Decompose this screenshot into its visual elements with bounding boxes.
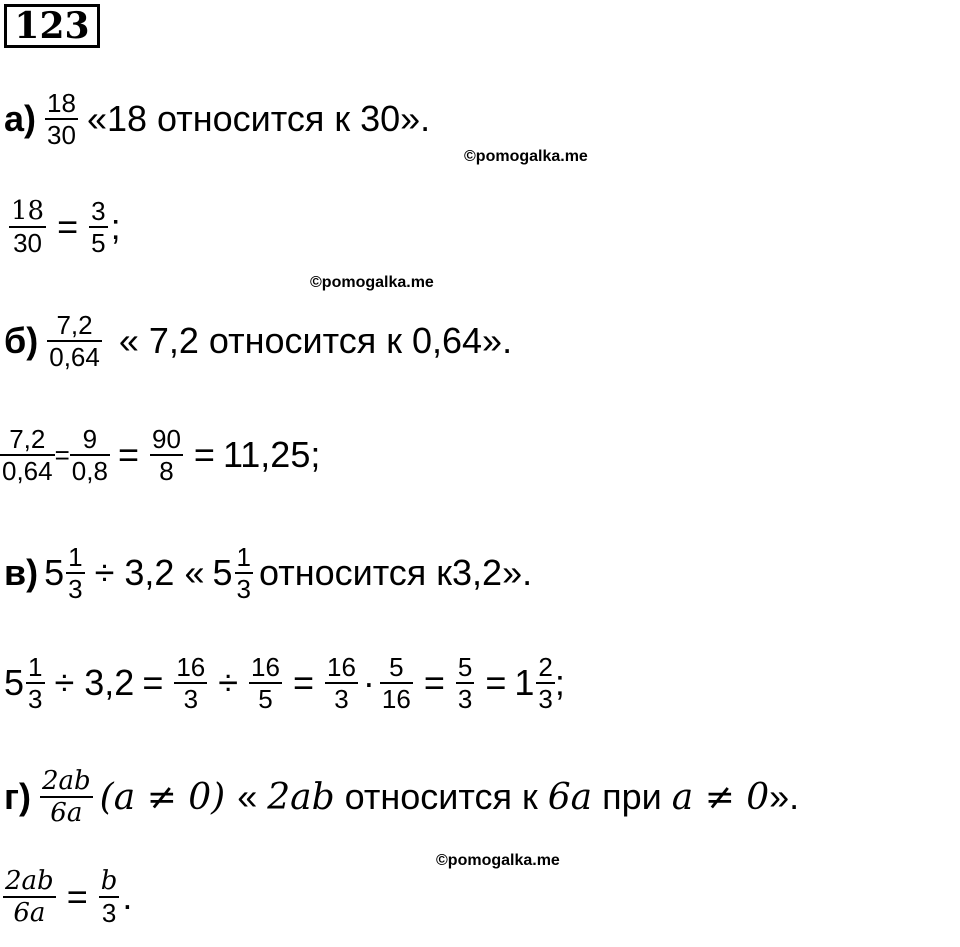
part-a-equation [6,196,121,258]
part-b-step2: $\frac{9}{0,8}$ [71,424,108,486]
part-v-eq-div: ÷ 3,2 [54,662,135,703]
part-a-eq-fraction: $\frac{18}{30}$ [11,196,45,258]
part-g-condition: (a ≠ 0) [99,776,226,818]
part-b-result: 11,25; [222,434,321,475]
equals-sign: = [117,434,139,475]
problem-number: 123 [4,4,100,48]
quote-open: « [237,776,258,817]
watermark: ©pomogalka.me [310,274,434,291]
fraction-5-16: $\frac{5}{16}$ [381,652,411,714]
part-b-step3: $\frac{90}{8}$ [151,424,181,486]
part-b-equation [0,424,320,486]
part-v-result-mixed: 1 $\frac{2}{3}$ [514,652,553,714]
part-g-result-fraction: $\frac{b}{3}$ [100,866,118,928]
part-b-fraction: $\frac{7,2}{0,64}$ [49,310,100,372]
equals-sign: = [193,434,215,475]
part-v-label: в) [4,552,39,593]
part-b-header [4,310,512,372]
part-v-equation [4,652,565,714]
watermark: ©pomogalka.me [436,852,560,869]
equals-sign: = [54,439,70,470]
divide-sign: ÷ [218,662,239,703]
fraction-16-3: $\frac{16}{3}$ [176,652,206,714]
period: . [122,876,133,917]
part-v-header [4,542,532,604]
equals-sign: = [292,662,314,703]
part-g-condition-2: a ≠ 0 [671,776,770,818]
part-g-header [4,766,799,828]
part-a-label: а) [4,98,37,139]
quote-open: « [184,552,205,593]
part-g-equation [0,866,132,928]
fraction-16-3b: $\frac{16}{3}$ [326,652,356,714]
equals-sign: = [485,662,507,703]
part-g-text-relates: относится к [344,776,538,817]
semicolon: ; [554,662,565,703]
equals-sign: = [423,662,445,703]
part-g-text-when: при [602,776,662,817]
part-b-label: б) [4,320,39,361]
part-g-6a: 6a [547,776,593,818]
part-a-result-fraction: $\frac{3}{5}$ [91,196,106,258]
equals-sign: = [66,876,88,917]
equals-sign: = [57,206,79,247]
part-v-mixed-number-2: 5 $\frac{1}{3}$ [212,542,251,604]
quote-close: ». [769,776,800,817]
part-v-expr: ÷ 3,2 [94,552,175,593]
semicolon: ; [110,206,121,247]
part-g-label: г) [4,776,31,817]
fraction-16-5: $\frac{16}{5}$ [251,652,280,714]
part-g-fraction: $\frac{2ab}{6a}$ [41,766,91,828]
part-v-text: относится к3,2». [258,552,533,593]
part-a-fraction: $\frac{18}{30}$ [47,88,76,150]
part-g-2ab: 2ab [267,776,335,818]
part-b-text: « 7,2 относится к 0,64». [118,320,513,361]
part-v-mixed-number: 5 $\frac{1}{3}$ [44,542,83,604]
fraction-5-3: $\frac{5}{3}$ [457,652,473,714]
part-a-text: «18 относится к 30». [86,98,431,139]
part-v-eq-mixed: 5 $\frac{1}{3}$ [4,652,43,714]
multiply-dot: · [362,662,375,703]
part-g-eq-fraction: $\frac{2ab}{6a}$ [5,866,54,928]
part-a-header [4,88,430,150]
equals-sign: = [142,662,164,703]
part-b-step1: $\frac{7,2}{0,64}$ [2,424,53,486]
watermark: ©pomogalka.me [464,148,588,165]
